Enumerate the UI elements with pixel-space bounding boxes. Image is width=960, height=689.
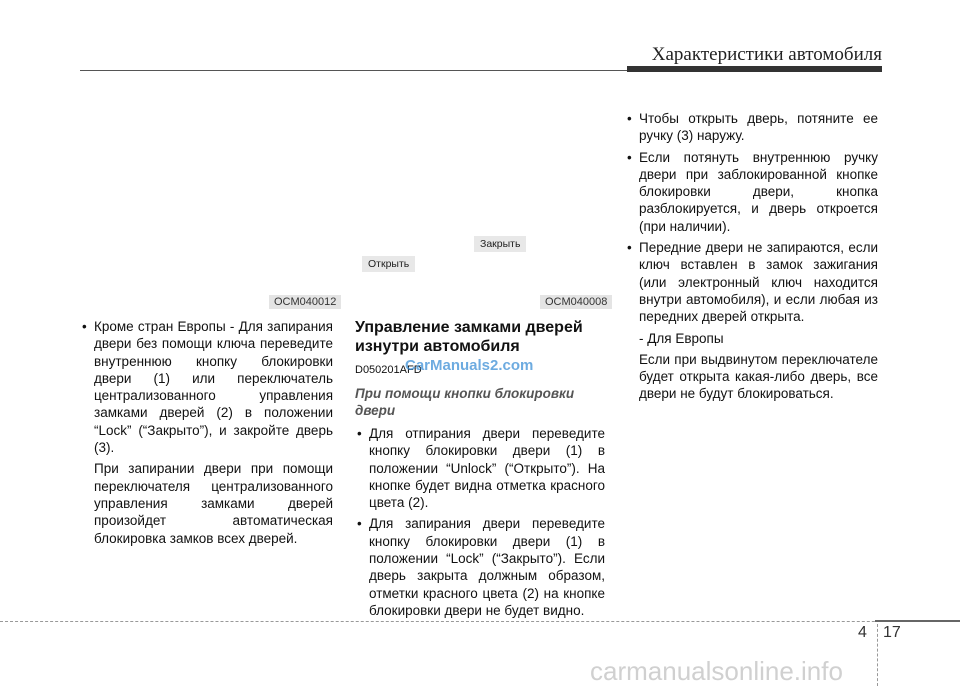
figure-code-right: OCM040008 (540, 295, 612, 309)
site-watermark: carmanualsonline.info (590, 656, 843, 686)
bullet-item: • Чтобы открыть дверь, потяните ее ручку (3) наружу. (625, 110, 878, 145)
bullet-item: • Для отпирания двери переведите кнопку блокировки двери (1) в положении “Unlock” (“Открыто”). На кнопке будет видна отметка красного цвета (2). (355, 425, 605, 511)
text-column-3 (625, 110, 878, 407)
bullet-item: • Если потянуть внутреннюю ручку двери при заблокированной кнопке блокировки двери, кнопка разблокируется, и дверь откроется (при наличии). (625, 149, 878, 235)
subsection-heading: При помощи кнопки блокировки двери (355, 386, 575, 418)
section-code: D050201AFD (355, 364, 422, 376)
paragraph: - Для Европы (639, 330, 724, 346)
page-section-number: 4 (858, 624, 867, 641)
figure-callout-open: Открыть (362, 256, 415, 272)
bullet-item: • Кроме стран Европы - Для запирания двери без помощи ключа переведите внутреннюю кнопку блокировки двери (1) или переключатель централизованного управления замками дверей (2) в положении “Lock” (“Закрыто”), и закройте дверь (3). (80, 318, 333, 456)
header-rule-accent (627, 66, 882, 72)
bullet-item: • Передние двери не запираются, если ключ вставлен в замок зажигания (или электронный ключ находится внутри автомобиля), и если любая из передних дверей открыта. (625, 239, 878, 325)
paragraph: Если при выдвинутом переключателе будет открыта какая-либо дверь, все двери не будут блокироваться. (639, 351, 878, 402)
watermark-text: CarManuals2.com (405, 357, 534, 374)
footer-rule (0, 621, 960, 622)
text-column-2 (355, 318, 605, 623)
page-number: 17 (883, 624, 901, 641)
text-column-1 (80, 318, 333, 551)
footer-page-divider (877, 624, 878, 686)
figure-callout-close: Закрыть (474, 236, 526, 252)
section-heading: Управление замками дверей изнутри автомобиля (355, 319, 583, 355)
bullet-item: • Для запирания двери переведите кнопку блокировки двери (1) в положении “Lock” (“Закрыто”). Если дверь закрыта должным образом, отметки красного цвета (2) на кнопке блокировки двери не будет видно. (355, 515, 605, 619)
figure-code-left: OCM040012 (269, 295, 341, 309)
page-header-title: Характеристики автомобиля (651, 44, 882, 65)
paragraph: При запирании двери при помощи переключателя централизованного управления замками дверей произойдет автоматическая блокировка замков всех дверей. (94, 461, 333, 546)
footer-rule-accent (875, 620, 960, 622)
section-code-line (355, 357, 605, 377)
